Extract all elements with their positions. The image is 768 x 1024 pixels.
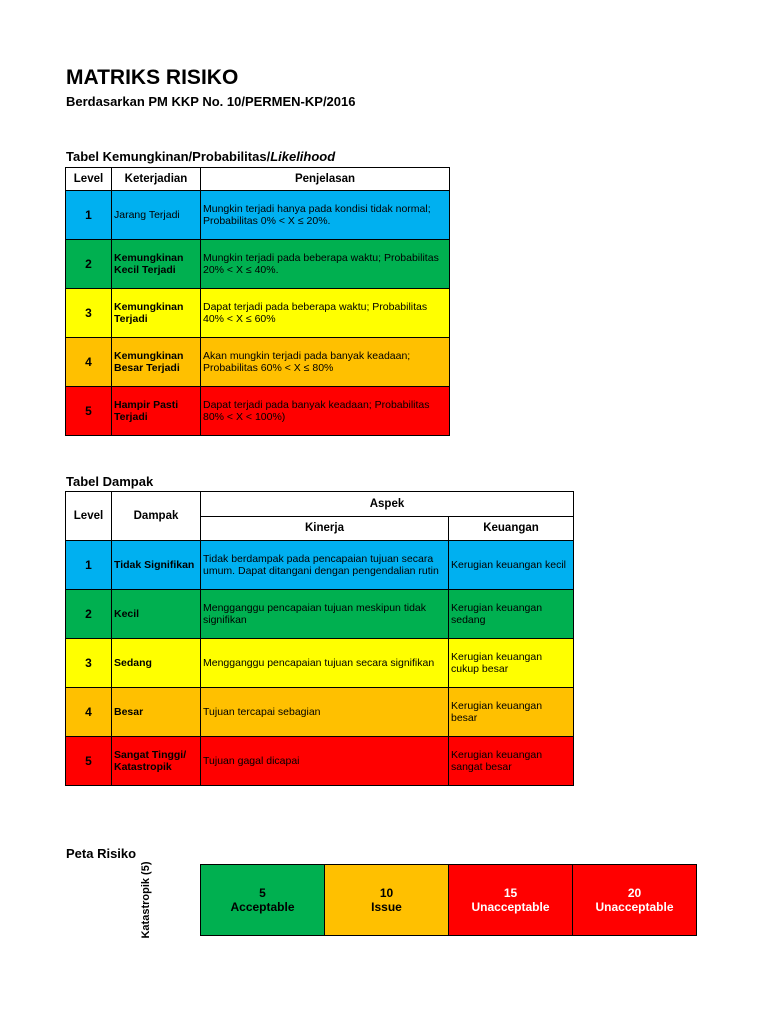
kinerja-cell: Tujuan tercapai sebagian: [201, 688, 449, 737]
dampak-cell: Sangat Tinggi/ Katastropik: [112, 737, 201, 786]
page-title: MATRIKS RISIKO: [66, 66, 239, 89]
keuangan-cell: Kerugian keuangan sedang: [449, 590, 574, 639]
header-dampak: Dampak: [112, 492, 201, 541]
level-cell: 5: [66, 737, 112, 786]
level-cell: 1: [66, 191, 112, 240]
dampak-cell: Sedang: [112, 639, 201, 688]
keterjadian-cell: Kemungkinan Terjadi: [112, 289, 201, 338]
table-row: [66, 191, 450, 240]
table-row: [66, 387, 450, 436]
penjelasan-cell: Dapat terjadi pada beberapa waktu; Probabilitas 40% < X ≤ 60%: [201, 289, 450, 338]
likelihood-table-caption: Tabel Kemungkinan/Probabilitas/Likelihood: [66, 149, 336, 164]
table-row: [66, 590, 574, 639]
header-keterjadian: Keterjadian: [112, 168, 201, 191]
dampak-cell: Besar: [112, 688, 201, 737]
risk-map-row-label: Katastropik (5): [140, 861, 152, 939]
keuangan-cell: Kerugian keuangan sangat besar: [449, 737, 574, 786]
level-cell: 3: [66, 639, 112, 688]
table-row: [66, 289, 450, 338]
kinerja-cell: Tidak berdampak pada pencapaian tujuan secara umum. Dapat ditangani dengan pengendalian rutin: [201, 541, 449, 590]
risk-score: 10: [379, 886, 394, 900]
risk-map-cell: [572, 864, 697, 936]
risk-map-cell: [324, 864, 449, 936]
level-cell: 2: [66, 240, 112, 289]
dampak-cell: Tidak Signifikan: [112, 541, 201, 590]
risk-label: Issue: [371, 900, 402, 914]
penjelasan-cell: Mungkin terjadi pada beberapa waktu; Probabilitas 20% < X ≤ 40%.: [201, 240, 450, 289]
header-aspek: Aspek: [201, 492, 574, 517]
keuangan-cell: Kerugian keuangan besar: [449, 688, 574, 737]
risk-map-cell: [200, 864, 325, 936]
header-level: Level: [66, 492, 112, 541]
table-row: [66, 541, 574, 590]
penjelasan-cell: Akan mungkin terjadi pada banyak keadaan; Probabilitas 60% < X ≤ 80%: [201, 338, 450, 387]
table-row: [66, 240, 450, 289]
level-cell: 1: [66, 541, 112, 590]
impact-table: [65, 491, 574, 786]
keuangan-cell: Kerugian keuangan cukup besar: [449, 639, 574, 688]
keuangan-cell: Kerugian keuangan kecil: [449, 541, 574, 590]
dampak-cell: Kecil: [112, 590, 201, 639]
risk-label: Unacceptable: [471, 900, 550, 914]
header-penjelasan: Penjelasan: [201, 168, 450, 191]
penjelasan-cell: Dapat terjadi pada banyak keadaan; Probabilitas 80% < X < 100%): [201, 387, 450, 436]
table-row: [66, 639, 574, 688]
table-row: [66, 338, 450, 387]
risk-label: Acceptable: [230, 900, 295, 914]
header-kinerja: Kinerja: [201, 516, 449, 541]
table-row: [66, 688, 574, 737]
likelihood-table: [65, 167, 450, 436]
keterjadian-cell: Jarang Terjadi: [112, 191, 201, 240]
level-cell: 2: [66, 590, 112, 639]
kinerja-cell: Tujuan gagal dicapai: [201, 737, 449, 786]
risk-score: 5: [259, 886, 266, 900]
kinerja-cell: Mengganggu pencapaian tujuan meskipun tidak signifikan: [201, 590, 449, 639]
level-cell: 4: [66, 688, 112, 737]
level-cell: 3: [66, 289, 112, 338]
level-cell: 5: [66, 387, 112, 436]
penjelasan-cell: Mungkin terjadi hanya pada kondisi tidak normal; Probabilitas 0% < X ≤ 20%.: [201, 191, 450, 240]
risk-score: 20: [627, 886, 642, 900]
impact-table-caption: Tabel Dampak: [66, 474, 154, 489]
table-row: [66, 737, 574, 786]
page-subtitle: Berdasarkan PM KKP No. 10/PERMEN-KP/2016: [66, 94, 356, 109]
keterjadian-cell: Kemungkinan Kecil Terjadi: [112, 240, 201, 289]
header-keuangan: Keuangan: [449, 516, 574, 541]
keterjadian-cell: Hampir Pasti Terjadi: [112, 387, 201, 436]
risk-map-caption: Peta Risiko: [66, 846, 137, 861]
header-level: Level: [66, 168, 112, 191]
risk-score: 15: [503, 886, 518, 900]
risk-label: Unacceptable: [595, 900, 674, 914]
risk-map-cell: [448, 864, 573, 936]
level-cell: 4: [66, 338, 112, 387]
keterjadian-cell: Kemungkinan Besar Terjadi: [112, 338, 201, 387]
kinerja-cell: Mengganggu pencapaian tujuan secara signifikan: [201, 639, 449, 688]
